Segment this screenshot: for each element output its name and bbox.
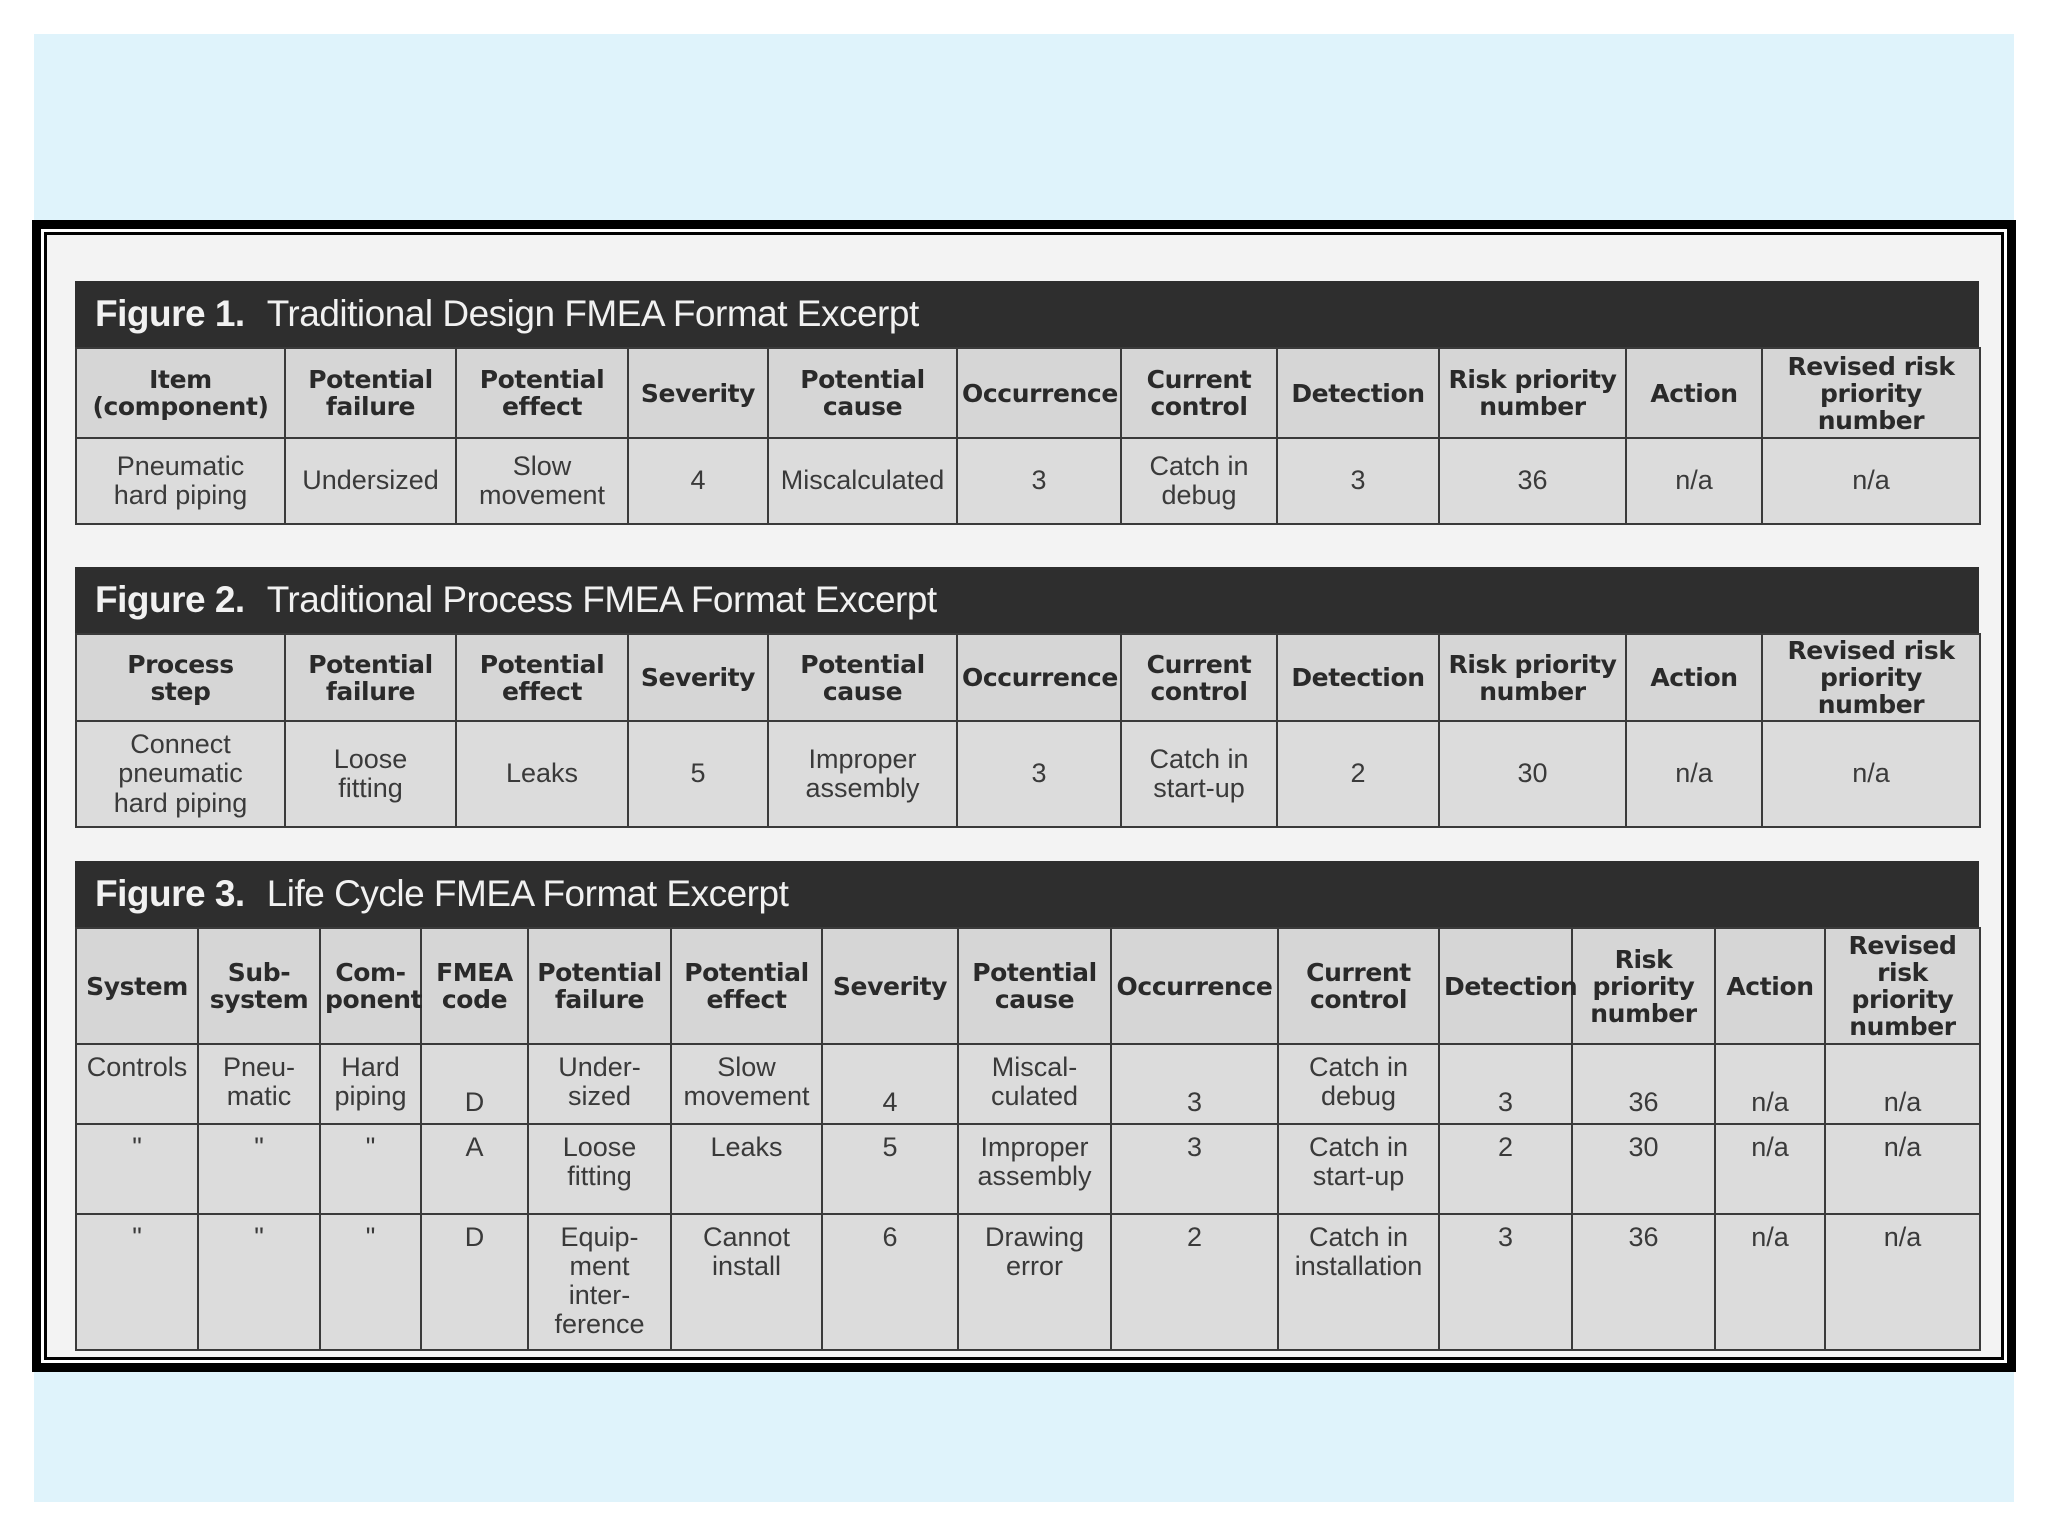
column-header: Potential effect [671,928,822,1044]
table-row [76,1124,1980,1214]
figure-2-number: Figure 2. [95,579,245,620]
table-cell: 3 [1439,1044,1572,1124]
column-header: Potential cause [958,928,1111,1044]
table-cell: Leaks [456,721,628,827]
table-row [76,438,1980,524]
table-cell: Under- sized [528,1044,671,1124]
figure-1 [75,281,1979,525]
table-cell: Drawing error [958,1214,1111,1350]
figure-1-number: Figure 1. [95,293,245,334]
figure-2-title: Traditional Process FMEA Format Excerpt [266,579,937,620]
column-header: FMEA code [421,928,528,1044]
table-cell: n/a [1762,438,1980,524]
table-cell: 30 [1572,1124,1715,1214]
table-cell: Catch in start-up [1278,1124,1439,1214]
table-cell: 2 [1277,721,1439,827]
figure-3 [75,861,1979,1351]
table-cell: Improper assembly [768,721,957,827]
table-cell: Loose fitting [285,721,456,827]
table-row [76,1044,1980,1124]
scanned-page [47,235,2001,1357]
column-header: Potential failure [285,634,456,721]
table-cell: n/a [1762,721,1980,827]
table-cell: 30 [1439,721,1626,827]
column-header: Potential cause [768,634,957,721]
table-cell: Connect pneumatic hard piping [76,721,285,827]
table-cell: n/a [1626,438,1762,524]
table-row [76,721,1980,827]
figure-2-table [75,633,1981,828]
table-cell: n/a [1825,1044,1980,1124]
column-header: Severity [628,634,768,721]
table-cell: Catch in debug [1278,1044,1439,1124]
table-cell: 5 [822,1124,958,1214]
image-frame-inner-border [41,229,2007,1363]
table-cell: Catch in start-up [1121,721,1277,827]
column-header: Current control [1121,348,1277,438]
table-cell: Equip- ment inter- ference [528,1214,671,1350]
image-frame [32,220,2016,1372]
table-cell: " [76,1214,198,1350]
column-header: Process step [76,634,285,721]
table-cell: 3 [957,438,1121,524]
column-header: Revised risk priority number [1762,348,1980,438]
table-cell: " [198,1214,320,1350]
table-cell: " [320,1214,421,1350]
column-header: System [76,928,198,1044]
table-cell: Leaks [671,1124,822,1214]
column-header: Potential effect [456,348,628,438]
column-header: Action [1715,928,1825,1044]
column-header: Severity [628,348,768,438]
column-header: Item (component) [76,348,285,438]
figure-2 [75,567,1979,828]
table-cell: 5 [628,721,768,827]
column-header: Com- ponent [320,928,421,1044]
table-cell: 2 [1111,1214,1278,1350]
table-cell: Undersized [285,438,456,524]
table-cell: 3 [1111,1044,1278,1124]
column-header: Detection [1277,634,1439,721]
table-cell: 36 [1572,1044,1715,1124]
column-header: Occurrence [1111,928,1278,1044]
column-header: Current control [1121,634,1277,721]
table-cell: Cannot install [671,1214,822,1350]
table-cell: Catch in installation [1278,1214,1439,1350]
figure-1-header [75,281,1979,347]
table-cell: 6 [822,1214,958,1350]
table-cell: Slow movement [671,1044,822,1124]
column-header: Risk priority number [1439,634,1626,721]
column-header: Sub- system [198,928,320,1044]
figure-2-header-row [76,634,1980,721]
table-cell: n/a [1825,1214,1980,1350]
table-cell: Controls [76,1044,198,1124]
table-cell: n/a [1626,721,1762,827]
table-cell: n/a [1715,1214,1825,1350]
table-cell: 2 [1439,1124,1572,1214]
table-cell: " [320,1124,421,1214]
figure-3-title: Life Cycle FMEA Format Excerpt [266,873,789,914]
table-cell: D [421,1214,528,1350]
table-cell: D [421,1044,528,1124]
table-cell: n/a [1715,1044,1825,1124]
figure-3-header [75,861,1979,927]
table-cell: 36 [1439,438,1626,524]
column-header: Action [1626,348,1762,438]
figure-3-header-row [76,928,1980,1044]
column-header: Revised risk priority number [1825,928,1980,1044]
column-header: Potential failure [285,348,456,438]
table-cell: Catch in debug [1121,438,1277,524]
figure-1-title: Traditional Design FMEA Format Excerpt [266,293,919,334]
table-cell: Improper assembly [958,1124,1111,1214]
table-cell: Miscalculated [768,438,957,524]
table-cell: Pneu- matic [198,1044,320,1124]
table-cell: n/a [1825,1124,1980,1214]
table-cell: 3 [1111,1124,1278,1214]
column-header: Action [1626,634,1762,721]
column-header: Potential failure [528,928,671,1044]
column-header: Severity [822,928,958,1044]
table-cell: " [198,1124,320,1214]
column-header: Revised risk priority number [1762,634,1980,721]
column-header: Detection [1439,928,1572,1044]
table-cell: Slow movement [456,438,628,524]
table-cell: Miscal- culated [958,1044,1111,1124]
table-row [76,1214,1980,1350]
figure-3-table [75,927,1981,1351]
column-header: Current control [1278,928,1439,1044]
column-header: Detection [1277,348,1439,438]
table-cell: " [76,1124,198,1214]
column-header: Risk priority number [1572,928,1715,1044]
table-cell: 3 [1277,438,1439,524]
table-cell: Hard piping [320,1044,421,1124]
column-header: Occurrence [957,348,1121,438]
table-cell: 4 [628,438,768,524]
figure-1-table [75,347,1981,525]
table-cell: A [421,1124,528,1214]
table-cell: Pneumatic hard piping [76,438,285,524]
column-header: Potential cause [768,348,957,438]
figure-1-header-row [76,348,1980,438]
table-cell: Loose fitting [528,1124,671,1214]
figure-3-number: Figure 3. [95,873,245,914]
column-header: Risk priority number [1439,348,1626,438]
column-header: Occurrence [957,634,1121,721]
column-header: Potential effect [456,634,628,721]
figure-2-header [75,567,1979,633]
table-cell: 3 [957,721,1121,827]
table-cell: 4 [822,1044,958,1124]
table-cell: n/a [1715,1124,1825,1214]
table-cell: 36 [1572,1214,1715,1350]
table-cell: 3 [1439,1214,1572,1350]
